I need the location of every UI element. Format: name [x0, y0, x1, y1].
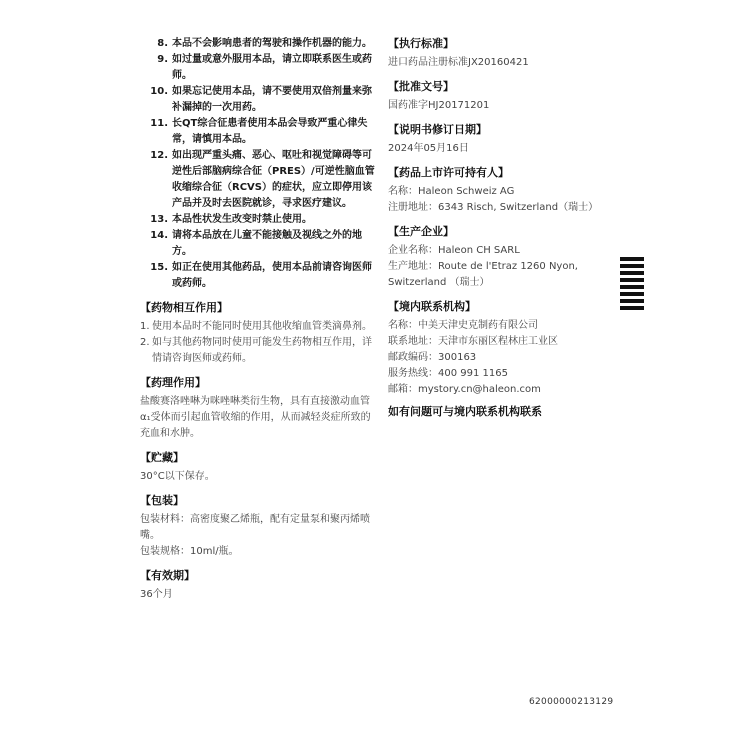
mah-name: 名称：Haleon Schweiz AG: [388, 186, 515, 197]
packaging-material: 包装材料：高密度聚乙烯瓶，配有定量泵和聚丙烯喷嘴。: [140, 514, 370, 541]
barcode-bar: [620, 299, 644, 303]
barcode-bar: [620, 285, 644, 289]
section-heading: 【境内联系机构】: [388, 300, 476, 313]
contact-hotline: 服务热线：400 991 1165: [388, 368, 508, 379]
section-heading: 【有效期】: [140, 569, 195, 582]
contact-name: 名称：中美天津史克制药有限公司: [388, 320, 538, 331]
contact-note: 如有问题可与境内联系机构联系: [388, 405, 542, 418]
warning-item: 14. 请将本品放在儿童不能接触及视线之外的地方。: [150, 230, 362, 257]
pharmacology-text: 盐酸赛洛唑啉为咪唑啉类衍生物，具有直接激动血管α₁受体而引起血管收缩的作用，从而减轻炎症所致的充血和水肿。: [140, 396, 371, 439]
standard-text: 进口药品注册标准JX20160421: [388, 57, 529, 68]
warning-item: 13. 本品性状发生改变时禁止使用。: [150, 214, 312, 225]
contact-address: 联系地址：天津市东丽区程林庄工业区: [388, 336, 558, 347]
warning-item: 8. 本品不会影响患者的驾驶和操作机器的能力。: [157, 38, 372, 49]
section-heading: 【生产企业】: [388, 225, 454, 238]
right-column: [388, 36, 610, 420]
warning-item: 12. 如出现严重头痛、恶心、呕吐和视觉障碍等可逆性后部脑病综合征（PRES）/可逆性脑血管收缩综合征（RCVS）的症状，应立即停用该产品并及时去医院就诊，寻求医疗建议。: [150, 150, 375, 209]
approval-text: 国药准字HJ20171201: [388, 100, 490, 111]
packaging-spec: 包装规格：10ml/瓶。: [140, 546, 239, 557]
warnings-list: [140, 36, 376, 292]
mah-section: [388, 165, 610, 216]
packaging-section: [140, 493, 376, 560]
section-heading: 【批准文号】: [388, 80, 454, 93]
barcode-bar: [620, 278, 644, 282]
manufacturer-address: 生产地址：Route de l'Etraz 1260 Nyon, Switzerland （瑞士）: [388, 261, 578, 288]
interactions-section: [140, 300, 376, 367]
barcode-bar: [620, 264, 644, 268]
barcode-bar: [620, 271, 644, 275]
document-code: 62000000213129: [529, 697, 614, 707]
section-heading: 【包装】: [140, 494, 184, 507]
manufacturer-section: [388, 224, 610, 291]
warning-item: 10. 如果忘记使用本品，请不要使用双倍剂量来弥补漏掉的一次用药。: [150, 86, 372, 113]
revision-section: [388, 122, 610, 157]
interaction-item: 1. 使用本品时不能同时使用其他收缩血管类滴鼻剂。: [140, 321, 372, 332]
interaction-item: 2. 如与其他药物同时使用可能发生药物相互作用，详情请咨询医师或药师。: [140, 337, 372, 364]
revision-date: 2024年05月16日: [388, 143, 469, 154]
section-heading: 【说明书修订日期】: [388, 123, 487, 136]
storage-section: [140, 450, 376, 485]
section-heading: 【药物相互作用】: [140, 301, 228, 314]
mah-address: 注册地址：6343 Risch, Switzerland（瑞士）: [388, 202, 599, 213]
validity-text: 36个月: [140, 589, 173, 600]
standard-section: [388, 36, 610, 71]
section-heading: 【药品上市许可持有人】: [388, 166, 509, 179]
contact-email: 邮箱：mystory.cn@haleon.com: [388, 384, 541, 395]
barcode-bar: [620, 306, 644, 310]
warning-item: 15. 如正在使用其他药品，使用本品前请咨询医师或药师。: [150, 262, 372, 289]
barcode-bar: [620, 257, 644, 261]
section-heading: 【药理作用】: [140, 376, 206, 389]
warning-item: 11. 长QT综合征患者使用本品会导致严重心律失常，请慎用本品。: [150, 118, 368, 145]
contact-section: [388, 299, 610, 398]
barcode-bar: [620, 292, 644, 296]
pharmacode-barcode: [620, 257, 644, 315]
validity-section: [140, 568, 376, 603]
section-heading: 【执行标准】: [388, 37, 454, 50]
approval-section: [388, 79, 610, 114]
left-column: [140, 36, 376, 603]
storage-text: 30°C以下保存。: [140, 471, 215, 482]
pharmacology-section: [140, 375, 376, 442]
section-heading: 【贮藏】: [140, 451, 184, 464]
warning-item: 9. 如过量或意外服用本品，请立即联系医生或药师。: [157, 54, 372, 81]
contact-postcode: 邮政编码：300163: [388, 352, 477, 363]
manufacturer-name: 企业名称：Haleon CH SARL: [388, 245, 520, 256]
